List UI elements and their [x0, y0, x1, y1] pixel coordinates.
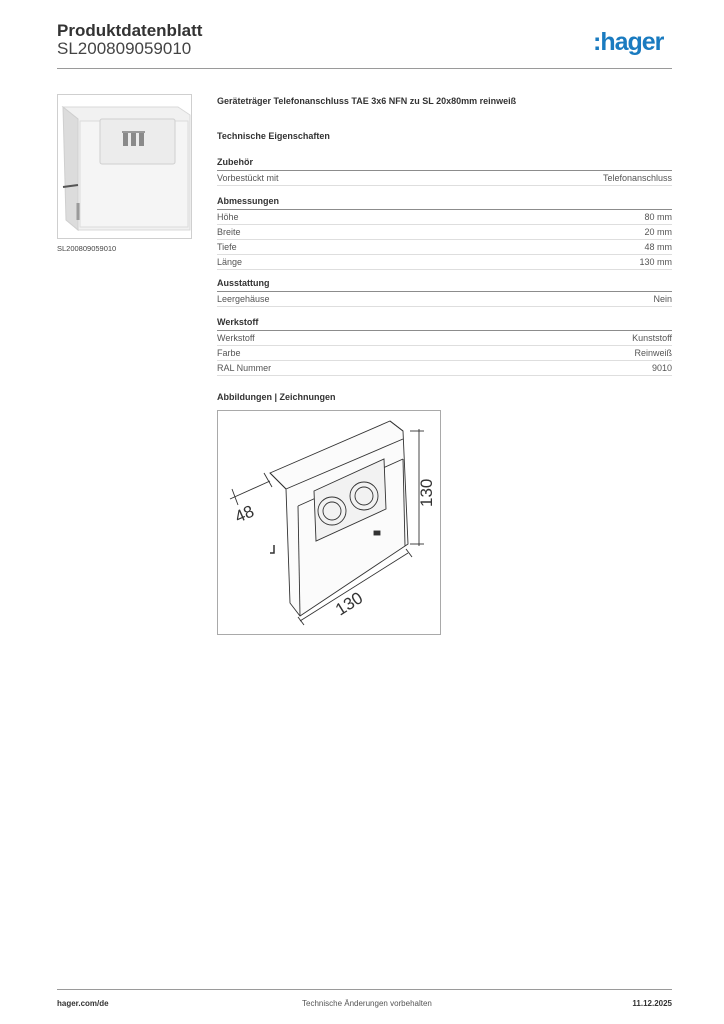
- document-title: Produktdatenblatt: [57, 21, 203, 40]
- spec-value: Telefonanschluss: [602, 173, 672, 183]
- specs-section-title: Technische Eigenschaften: [217, 131, 330, 141]
- drawings-title: Abbildungen | Zeichnungen: [217, 392, 336, 402]
- dimension-height-label: 130: [417, 478, 436, 507]
- spec-value: Nein: [653, 294, 672, 304]
- product-heading: Geräteträger Telefonanschluss TAE 3x6 NFN zu SL 20x80mm reinweiß: [217, 96, 517, 106]
- spec-label: Farbe: [217, 348, 241, 358]
- spec-label: Werkstoff: [217, 333, 255, 343]
- spec-group-title: Ausstattung: [217, 278, 672, 292]
- dimension-length-label: 130: [332, 588, 367, 620]
- technical-drawing: [217, 410, 441, 635]
- dimension-drawing: [218, 411, 440, 634]
- spec-label: Höhe: [217, 212, 239, 222]
- spec-value: Reinweiß: [634, 348, 672, 358]
- article-number: SL200809059010: [57, 39, 192, 58]
- spec-row: [217, 331, 672, 346]
- spec-value: Kunststoff: [632, 333, 672, 343]
- spec-label: Länge: [217, 257, 243, 267]
- spec-group-title: Werkstoff: [217, 317, 672, 331]
- spec-row: [217, 255, 672, 270]
- spec-row: [217, 292, 672, 307]
- footer-website-link[interactable]: hager.com/de: [57, 999, 109, 1008]
- header-divider: [57, 68, 672, 69]
- spec-label: Vorbestückt mit: [217, 173, 279, 183]
- spec-label: Leergehäuse: [217, 294, 270, 304]
- spec-group-abmessungen: [217, 196, 672, 270]
- spec-row: [217, 225, 672, 240]
- dimension-depth-label: 48: [231, 501, 257, 527]
- spec-group-ausstattung: [217, 278, 672, 307]
- spec-row: [217, 346, 672, 361]
- spec-value: 80 mm: [644, 212, 672, 222]
- footer-divider: [57, 989, 672, 990]
- footer-date: 11.12.2025: [632, 999, 672, 1008]
- spec-group-title: Abmessungen: [217, 196, 672, 210]
- hager-logo: [593, 27, 675, 57]
- spec-value: 9010: [651, 363, 672, 373]
- spec-label: Tiefe: [217, 242, 237, 252]
- logo-text: :hager: [593, 28, 664, 56]
- spec-row: [217, 361, 672, 376]
- spec-row: [217, 210, 672, 225]
- spec-label: Breite: [217, 227, 241, 237]
- spec-value: 130 mm: [639, 257, 672, 267]
- spec-value: 20 mm: [644, 227, 672, 237]
- product-photo: [58, 95, 191, 238]
- spec-group-werkstoff: [217, 317, 672, 376]
- spec-label: RAL Nummer: [217, 363, 272, 373]
- footer-notice: Technische Änderungen vorbehalten: [302, 999, 432, 1008]
- spec-row: [217, 240, 672, 255]
- spec-group-title: Zubehör: [217, 157, 672, 171]
- spec-row: [217, 171, 672, 186]
- spec-value: 48 mm: [644, 242, 672, 252]
- product-image: [57, 94, 192, 239]
- spec-group-zubehoer: [217, 157, 672, 186]
- image-caption: SL200809059010: [57, 244, 117, 253]
